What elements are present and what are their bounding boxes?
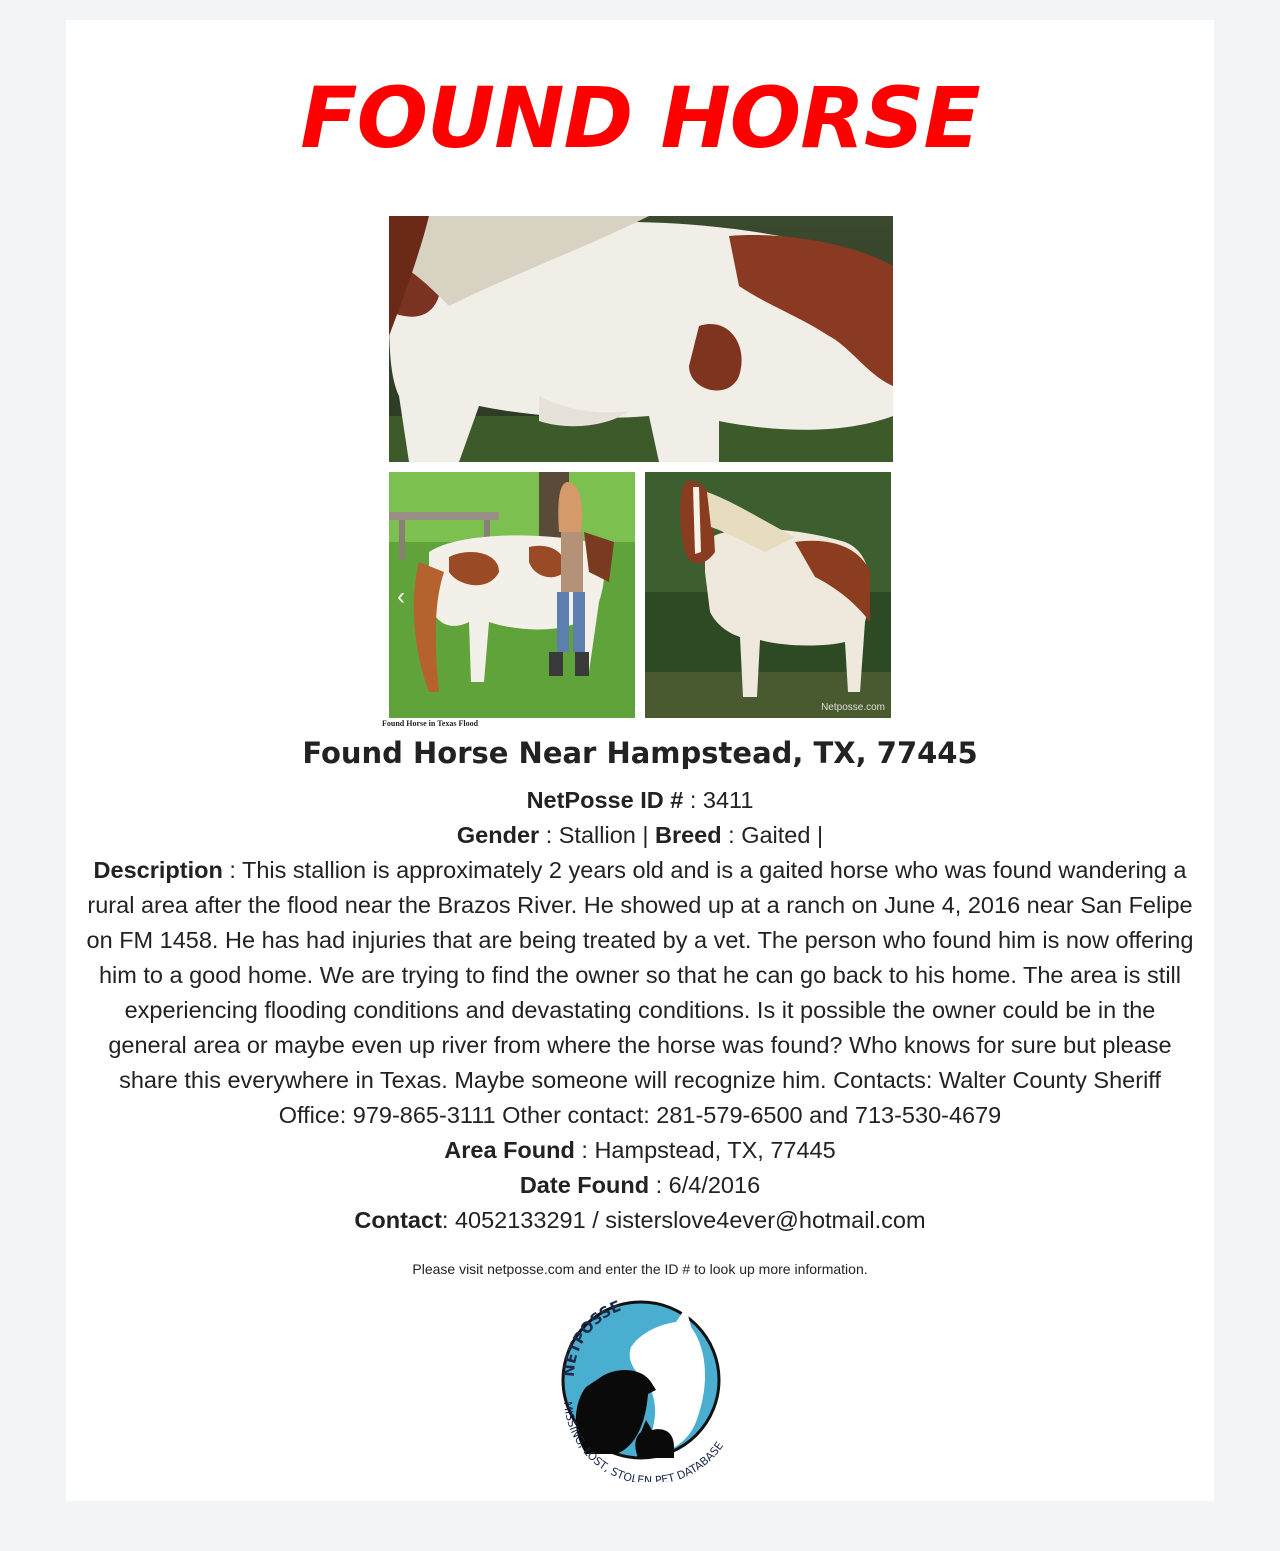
gender-label: Gender bbox=[456, 822, 540, 848]
photo-watermark: Netposse.com bbox=[821, 702, 885, 713]
description-text: : This stallion is approximately 2 years old and is a gaited horse who was found wandering a rural area after the flood near the Brazos River. He showed up at a ranch on June 4, 2016 near San Felipe on FM 1458. He has had injuries that are being treated by a vet. The person who found him is now offering him to a good home. We are trying to find the owner so that he can go back to his home. The area is still experiencing flooding conditions and devastating conditions. Is it possible the owner could be in the general area or maybe even up river from where the horse was found? Who knows for sure but please share this everywhere in Texas. Maybe someone will recognize him. Contacts: Walter County Sheriff Office: 979-865-3111 Other contact: 281-579-6500 and 713-530-4679 bbox=[86, 857, 1194, 1128]
contact-value: : 4052133291 / sisterslove4ever@hotmail.com bbox=[441, 1207, 926, 1233]
area-found-row bbox=[86, 1133, 1194, 1168]
gender-breed-row bbox=[86, 818, 1194, 853]
date-found-label: Date Found bbox=[519, 1172, 650, 1198]
lookup-note: Please visit netposse.com and enter the ID # to look up more information. bbox=[412, 1261, 868, 1277]
contact-row bbox=[86, 1203, 1194, 1238]
flyer-card bbox=[66, 20, 1214, 1501]
photo-caption: Found Horse in Texas Flood bbox=[382, 719, 479, 728]
breed-value: : Gaited | bbox=[721, 822, 824, 848]
contact-label: Contact bbox=[354, 1207, 442, 1233]
listing-title: Found Horse Near Hampstead, TX, 77445 bbox=[302, 736, 978, 770]
netposse-id-row bbox=[86, 783, 1194, 818]
breed-label: Breed bbox=[655, 822, 722, 848]
netposse-logo bbox=[546, 1282, 736, 1482]
listing-details bbox=[86, 783, 1194, 1238]
netposse-id-value: : 3411 bbox=[683, 787, 754, 813]
flyer-headline: FOUND HORSE bbox=[300, 69, 980, 167]
gender-value: : Stallion | bbox=[539, 822, 655, 848]
logo-brand-text: NETPOSSE bbox=[559, 1296, 624, 1378]
description-label: Description bbox=[93, 857, 223, 883]
area-found-value: : Hampstead, TX, 77445 bbox=[574, 1137, 836, 1163]
horse-photo-with-handler bbox=[389, 472, 635, 718]
date-found-row bbox=[86, 1168, 1194, 1203]
description-row bbox=[86, 853, 1194, 1133]
horse-photo-main bbox=[389, 216, 893, 462]
area-found-label: Area Found bbox=[444, 1137, 575, 1163]
date-found-value: : 6/4/2016 bbox=[649, 1172, 761, 1198]
logo-tagline-text: MISSING, LOST, STOLEN PET DATABASE bbox=[560, 1400, 727, 1482]
photo-gallery bbox=[389, 216, 893, 728]
netposse-id-label: NetPosse ID # bbox=[526, 787, 684, 813]
carousel-prev-button[interactable] bbox=[392, 584, 410, 610]
chevron-left-icon: ‹ bbox=[397, 583, 405, 610]
horse-photo-standing bbox=[645, 472, 891, 718]
